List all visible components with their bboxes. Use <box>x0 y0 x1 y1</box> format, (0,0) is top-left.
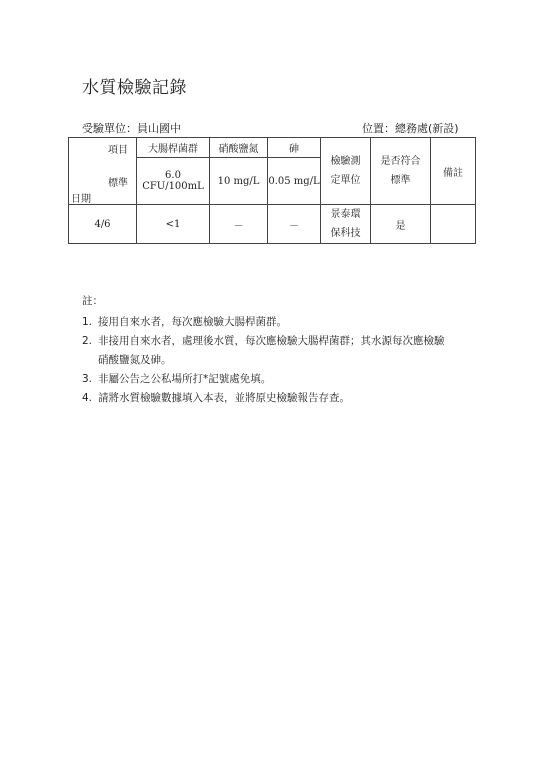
inspected-unit: 受驗單位：員山國中 <box>82 122 181 135</box>
corner-item-label: 項目 <box>108 145 128 156</box>
corner-standard-label: 標準 <box>108 178 128 189</box>
row-nitrate-value: － <box>210 205 268 244</box>
row-arsenic-value: － <box>268 205 321 244</box>
lab-header-line-1: 檢驗測 <box>330 156 361 167</box>
note-text <box>98 332 445 370</box>
page-title: 水質檢驗記錄 <box>82 78 187 98</box>
note-text: 非屬公告之公私場所打*記號處免填。 <box>98 373 272 385</box>
column-header-nitrate: 硝酸鹽氮 <box>210 138 268 158</box>
list-item <box>82 370 502 389</box>
row-lab-line-1: 景泰環 <box>330 209 361 220</box>
column-header-remarks: 備註 <box>431 138 476 205</box>
notes-heading: 註： <box>82 295 103 307</box>
note-text: 接用自來水者，每次應檢驗大腸桿菌群。 <box>98 316 287 328</box>
note-text-line: 硝酸鹽氮及砷。 <box>98 354 172 366</box>
corner-date-label: 日期 <box>71 194 91 205</box>
row-coliform-value: <1 <box>137 205 210 244</box>
column-header-compliance <box>371 138 431 205</box>
lab-header-line-2: 定單位 <box>330 175 361 186</box>
note-number: 4. <box>82 392 93 404</box>
standard-arsenic: 0.05 mg/L <box>268 158 321 205</box>
list-item <box>82 332 502 370</box>
note-number: 3. <box>82 373 93 385</box>
row-lab <box>321 205 371 244</box>
note-text-line: 非接用自來水者，處理後水質，每次應檢驗大腸桿菌群；其水源每次應檢驗 <box>98 335 445 347</box>
notes-section <box>82 292 502 408</box>
standard-coliform: 6.0 CFU/100mL <box>137 158 210 205</box>
list-item <box>82 313 502 332</box>
column-header-arsenic: 砷 <box>268 138 321 158</box>
row-remarks <box>431 205 476 244</box>
compliance-header-line-1: 是否符合 <box>380 156 421 167</box>
note-number: 1. <box>82 316 93 328</box>
corner-header-cell <box>69 138 137 205</box>
water-quality-table <box>68 137 476 244</box>
row-lab-line-2: 保科技 <box>330 228 361 239</box>
column-header-lab <box>321 138 371 205</box>
notes-list <box>82 313 502 408</box>
compliance-header-line-2: 標準 <box>390 175 411 186</box>
row-date: 4/6 <box>69 205 137 244</box>
list-item <box>82 389 502 408</box>
table-row <box>69 205 476 244</box>
note-text: 請將水質檢驗數據填入本表，並將原史檢驗報告存查。 <box>98 392 350 404</box>
row-compliant: 是 <box>371 205 431 244</box>
column-header-coliform: 大腸桿菌群 <box>137 138 210 158</box>
note-number: 2. <box>82 335 93 347</box>
location: 位置：總務處(新設) <box>362 122 459 135</box>
standard-nitrate: 10 mg/L <box>210 158 268 205</box>
